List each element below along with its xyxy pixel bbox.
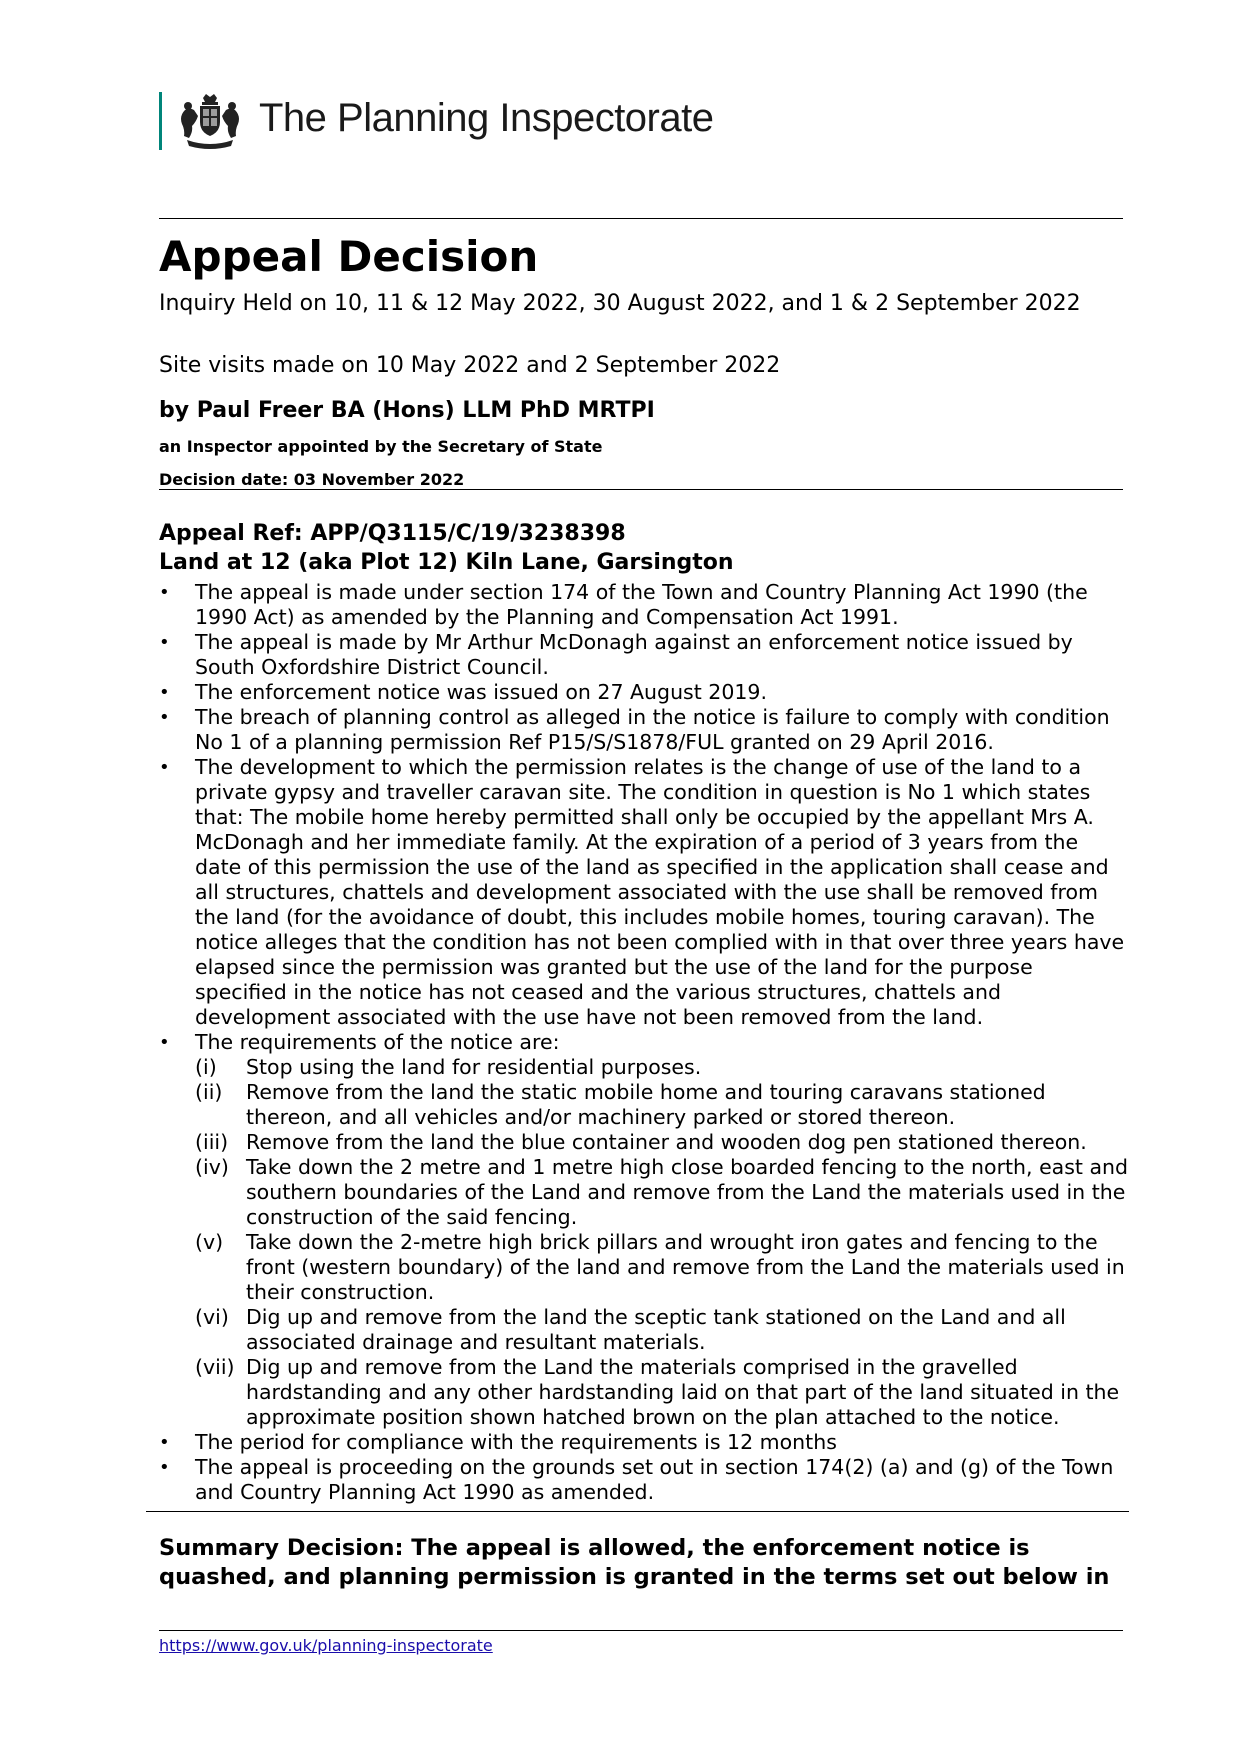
decision-date: Decision date: 03 November 2022 xyxy=(159,470,465,489)
requirement-number: (v) xyxy=(195,1230,224,1254)
organisation-name: The Planning Inspectorate xyxy=(259,96,714,140)
footer-link[interactable]: https://www.gov.uk/planning-inspectorate xyxy=(159,1636,493,1655)
requirement-text: Stop using the land for residential purposes. xyxy=(246,1055,702,1079)
list-item-text: The development to which the permission relates is the change of use of the land to a private gypsy and traveller caravan site. The condition in question is No 1 which states that: The mobile home hereby permitted shall only be occupied by the appellant Mrs A. McDonagh and her immediate family. At the expiration of a period of 3 years from the date of this permission the use of the land as specified in the application shall cease and all structures, chattels and development associated with the use shall be removed from the land (for the avoidance of doubt, this includes mobile homes, touring caravan). The notice alleges that the condition has not been complied with in that over three years have elapsed since the permission was granted but the use of the land for the purpose specified in the notice has not ceased and the various structures, chattels and development associated with the use have not been removed from the land. xyxy=(195,755,1125,1029)
appeal-reference-block xyxy=(159,519,734,577)
logo-accent-bar xyxy=(159,92,162,150)
inquiry-dates: Inquiry Held on 10, 11 & 12 May 2022, 30 August 2022, and 1 & 2 September 2022 xyxy=(159,291,1081,316)
summary-decision: Summary Decision: The appeal is allowed, the enforcement notice is quashed, and planning permission is granted in the terms set out below in xyxy=(159,1535,1110,1590)
list-item-text: The requirements of the notice are: xyxy=(195,1030,560,1054)
list-item-text: The enforcement notice was issued on 27 August 2019. xyxy=(195,680,767,704)
list-item-text: The appeal is made by Mr Arthur McDonagh against an enforcement notice issued by South Oxfordshire District Council. xyxy=(195,630,1073,679)
requirement-item xyxy=(195,1130,1129,1155)
requirement-text: Dig up and remove from the Land the materials comprised in the gravelled hardstanding and any other hardstanding laid on that part of the land situated in the approximate position shown hatched brown on the plan attached to the notice. xyxy=(246,1355,1120,1429)
list-item xyxy=(159,630,1129,680)
list-item-text: The appeal is proceeding on the grounds set out in section 174(2) (a) and (g) of the Town and Country Planning Act 1990 as amended. xyxy=(195,1455,1114,1504)
requirement-text: Take down the 2-metre high brick pillars and wrought iron gates and fencing to the front (western boundary) of the land and remove from the Land the materials used in their construction. xyxy=(246,1230,1125,1304)
list-item-text: The appeal is made under section 174 of the Town and Country Planning Act 1990 (the 1990 Act) as amended by the Planning and Compensation Act 1991. xyxy=(195,580,1088,629)
decision-date-divider xyxy=(159,489,1123,490)
appeal-land: Land at 12 (aka Plot 12) Kiln Lane, Garsington xyxy=(159,550,734,575)
requirement-number: (iv) xyxy=(195,1155,229,1179)
requirement-number: (vi) xyxy=(195,1305,229,1329)
inspector-appointment: an Inspector appointed by the Secretary of State xyxy=(159,437,603,456)
list-item xyxy=(159,1455,1129,1505)
requirement-item xyxy=(195,1055,1129,1080)
appeal-details-list xyxy=(159,580,1129,1505)
summary-divider xyxy=(146,1511,1129,1512)
requirement-item xyxy=(195,1230,1129,1305)
page-title: Appeal Decision xyxy=(159,232,539,281)
requirement-text: Take down the 2 metre and 1 metre high close boarded fencing to the north, east and southern boundaries of the Land and remove from the Land the materials used in the construction of the said fencing. xyxy=(246,1155,1129,1229)
requirement-number: (ii) xyxy=(195,1080,223,1104)
footer-divider xyxy=(159,1630,1123,1631)
requirements-list xyxy=(195,1055,1129,1430)
requirement-text: Dig up and remove from the land the sceptic tank stationed on the Land and all associated drainage and resultant materials. xyxy=(246,1305,1066,1354)
list-item xyxy=(159,705,1129,755)
requirement-item xyxy=(195,1155,1129,1230)
requirement-number: (vii) xyxy=(195,1355,235,1379)
list-item xyxy=(159,1430,1129,1455)
royal-coat-of-arms-icon xyxy=(177,92,243,152)
planning-inspectorate-logo xyxy=(159,92,759,150)
appeal-reference: Appeal Ref: APP/Q3115/C/19/3238398 xyxy=(159,521,626,546)
requirement-text: Remove from the land the blue container and wooden dog pen stationed thereon. xyxy=(246,1130,1087,1154)
list-item xyxy=(159,580,1129,630)
requirement-number: (iii) xyxy=(195,1130,229,1154)
requirement-item xyxy=(195,1355,1129,1430)
inspector-name: by Paul Freer BA (Hons) LLM PhD MRTPI xyxy=(159,398,655,423)
requirement-number: (i) xyxy=(195,1055,217,1079)
list-item xyxy=(159,1030,1129,1430)
list-item-text: The period for compliance with the requirements is 12 months xyxy=(195,1430,837,1454)
header-divider xyxy=(159,218,1123,219)
requirement-item xyxy=(195,1305,1129,1355)
requirement-item xyxy=(195,1080,1129,1130)
requirement-text: Remove from the land the static mobile home and touring caravans stationed thereon, and all vehicles and/or machinery parked or stored thereon. xyxy=(246,1080,1046,1129)
site-visits: Site visits made on 10 May 2022 and 2 September 2022 xyxy=(159,353,781,378)
list-item-text: The breach of planning control as alleged in the notice is failure to comply with condition No 1 of a planning permission Ref P15/S/S1878/FUL granted on 29 April 2016. xyxy=(195,705,1110,754)
list-item xyxy=(159,755,1129,1030)
list-item xyxy=(159,680,1129,705)
